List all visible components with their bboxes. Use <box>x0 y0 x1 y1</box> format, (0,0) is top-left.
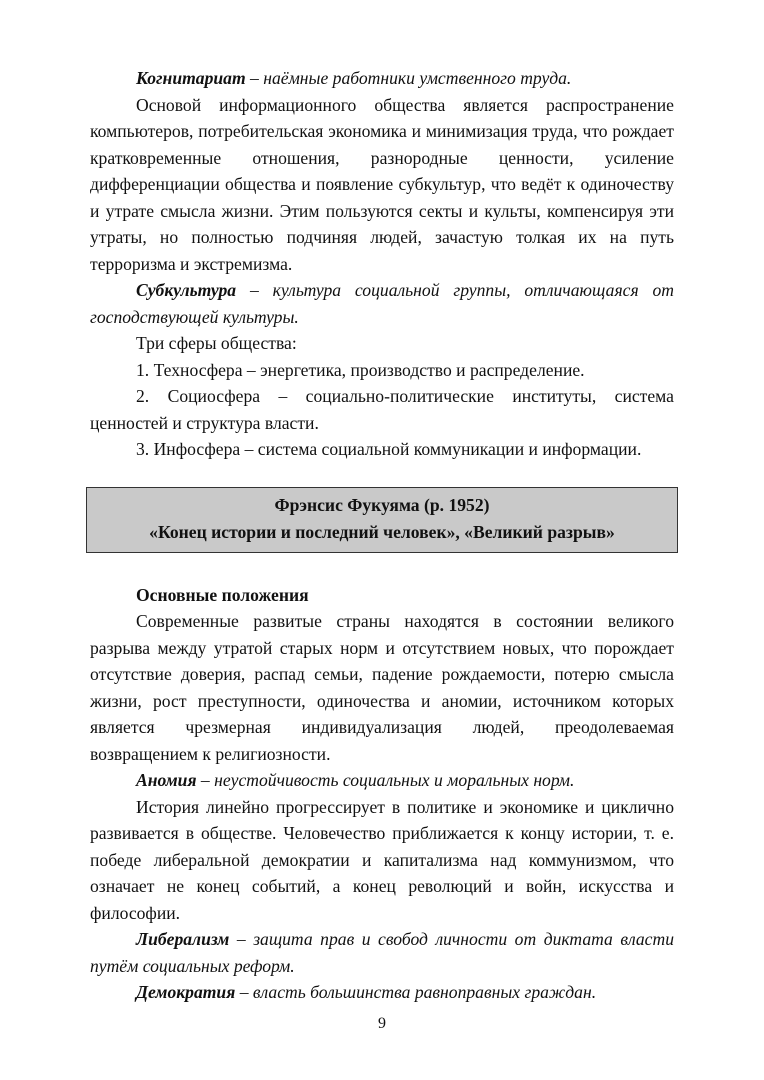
definition-liberalism <box>90 926 674 979</box>
section-heading: Основные положения <box>136 584 309 605</box>
page-number: 9 <box>378 1015 386 1032</box>
sphere-item: 2. Социосфера – социально-политические институты, система ценностей и структура власти. <box>90 386 674 433</box>
term: Демократия <box>136 982 236 1002</box>
paragraph-info-society: Основой информационного общества является распространение компьютеров, потребительская экономика и минимизация труда, что рождает кратковременные отношения, разнородные ценности, усиление дифференциации общества и появление субкультур, что ведёт к одиночеству и утрате смысла жизни. Этим пользуются секты и культы, компенсируя эти утраты, но полностью подчиняя людей, зачастую толкая их на путь терроризма и экстремизма. <box>90 94 674 274</box>
definition-text: – власть большинства равноправных граждан. <box>235 982 597 1002</box>
term: Либерализм <box>136 929 230 949</box>
definition-cognitariat <box>90 65 674 92</box>
definition-text: – наёмные работники умственного труда. <box>245 68 572 88</box>
definition-anomie <box>90 767 674 794</box>
paragraph-end-of-history: История линейно прогрессирует в политике и экономике и циклично развивается в обществе. Человечество приближается к концу истории, т. е. победе либеральной демократии и капитализма над коммунизмом, что означает не конец событий, а конец революций и войн, искусства и философии. <box>90 796 674 923</box>
term: Когнитариат <box>136 68 246 88</box>
definition-text: – неустойчивость социальных и моральных норм. <box>196 770 575 790</box>
definition-text: – защита прав и свобод личности от диктата власти путём социальных реформ. <box>90 929 674 976</box>
sphere-item: 3. Инфосфера – система социальной коммуникации и информации. <box>136 439 642 459</box>
works-title: «Конец истории и последний человек», «Великий разрыв» <box>149 521 615 542</box>
page-content <box>90 65 674 1006</box>
definition-text: – культура социальной группы, отличающаяся от господствующей культуры. <box>90 280 674 327</box>
definition-subculture <box>90 277 674 330</box>
author-name: Фрэнсис Фукуяма (р. 1952) <box>274 494 490 515</box>
author-title-box <box>86 487 678 553</box>
paragraph-great-disruption: Современные развитые страны находятся в состоянии великого разрыва между утратой старых норм и отсутствием новых, что порождает отсутствие доверия, распад семьи, падение рождаемости, потерю смысла жизни, рост преступности, одиночества и аномии, источником которых является чрезмерная индивидуализация людей, преодолеваемая возвращением к религиозности. <box>90 611 674 764</box>
definition-democracy <box>90 979 674 1006</box>
term: Аномия <box>136 770 197 790</box>
term: Субкультура <box>136 280 237 300</box>
spheres-intro: Три сферы общества: <box>136 333 297 353</box>
sphere-item: 1. Техносфера – энергетика, производство и распределение. <box>136 359 585 380</box>
